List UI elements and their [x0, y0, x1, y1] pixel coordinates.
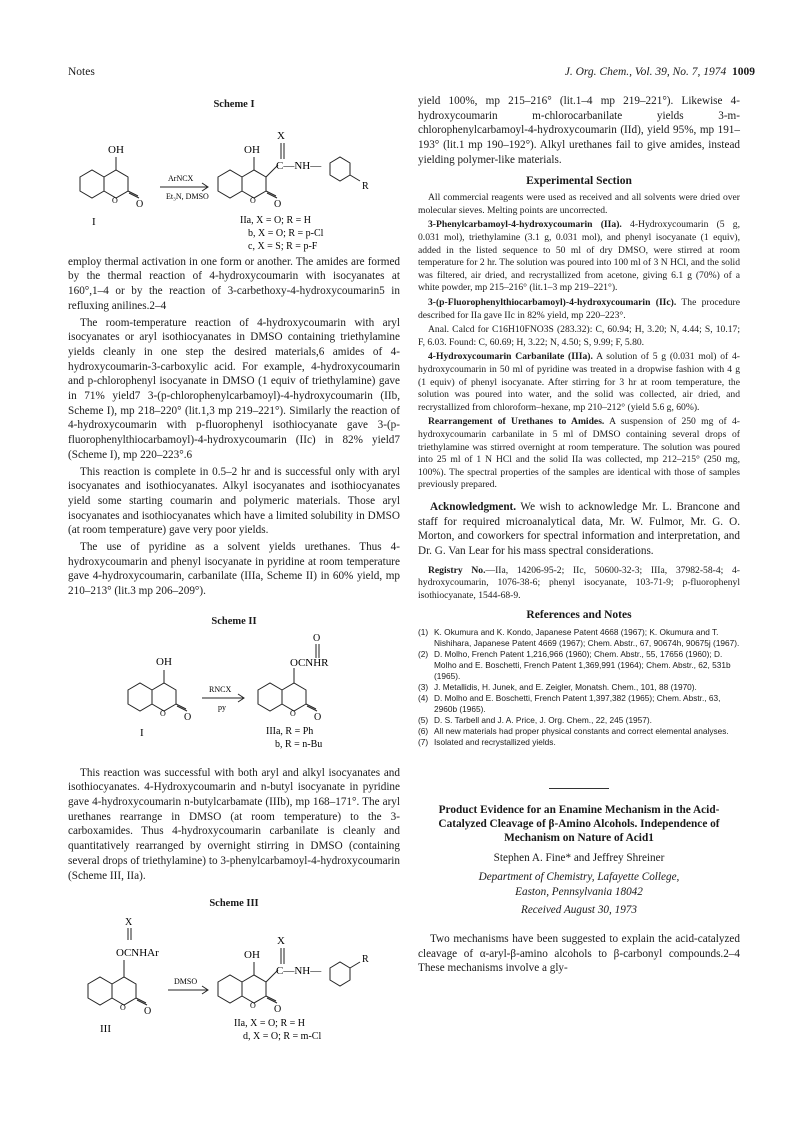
page-number: 1009	[732, 66, 755, 78]
journal-citation: J. Org. Chem., Vol. 39, No. 7, 1974	[564, 66, 727, 78]
scheme-3-oh: OH	[244, 948, 260, 961]
reference-item: (1) K. Okumura and K. Kondo, Japanese Patent 4668 (1967); K. Okumura and T. Nishihara, Japanese Patent 4669 (1967); Chem. Abstr., 67, 90674h, 90675j (1967).	[418, 627, 740, 649]
right-column	[418, 94, 740, 978]
experimental-general: All commercial reagents were used as received and all solvents were dried over molecular sieves. Melting points are uncorrected.	[418, 192, 740, 216]
experimental-section	[418, 192, 740, 492]
scheme-3-ring-o-left: O	[120, 1002, 126, 1012]
article-divider	[549, 788, 609, 789]
article-address: Easton, Pennsylvania 18042	[515, 885, 643, 898]
scheme-3-o-right: O	[274, 1003, 282, 1015]
scheme-3-label-d: d, X = O; R = m-Cl	[243, 1030, 322, 1042]
scheme-3-label-a: IIa, X = O; R = H	[234, 1017, 305, 1029]
registry-body: —IIa, 14206-95-2; IIc, 50600-32-3; IIIa, 37982-58-4; 4-hydroxycoumarin, 1076-38-6; phenyl isocyanate, 103-71-9; p-fluorophenyl isothiocyanate, 1544-68-9.	[418, 564, 740, 601]
scheme-2-title: Scheme II	[211, 615, 257, 627]
experimental-section-title: Experimental Section	[526, 174, 632, 187]
scheme-3-r: R	[362, 953, 369, 965]
scheme-1-r: R	[362, 180, 369, 192]
experimental-rearrangement-body: A suspension of 250 mg of 4-hydroxycoumarin carbanilate in 5 ml of DMSO containing several drops of triethylamine was stirred overnight at room temperature. The solution was poured into 25 ml of 1 N HCl and the solid IIa was collected, mp 212–215° (250 mg, 100%). The spectral properties of the samples are identical with those of samples previously prepared.	[418, 416, 740, 491]
scheme-3-x-left: X	[125, 916, 133, 928]
reference-item: (6) All new materials had proper physical constants and correct elemental analyses.	[418, 726, 729, 737]
scheme-1-diagram	[68, 115, 400, 255]
scheme-3-diagram	[68, 914, 400, 1044]
scheme-3-o-left: O	[144, 1005, 152, 1017]
scheme-2-reagent-top: RNCX	[209, 684, 232, 694]
scheme-1-reagent-top: ArNCX	[168, 173, 194, 183]
registry-numbers	[418, 565, 740, 603]
scheme-1-label-c: c, X = S; R = p-F	[248, 240, 318, 252]
scheme-2-ring-o-left: O	[160, 708, 166, 718]
scheme-1-oh-right: OH	[244, 143, 260, 156]
right-paragraph-0: yield 100%, mp 215–216° (lit.1–4 mp 219–221°). Likewise 4-hydroxycoumarin m-chlorocarbanilate yields 3-m-chlorophenylcarbamoyl-4-hydroxycoumarin (IId), yield 95%, mp 191–193° (lit.1 mp 190–192°). Alkyl urethanes fail to give amides, instead yielding polymer-like materials.	[418, 95, 740, 166]
experimental-iiia-body: A solution of 5 g (0.031 mol) of 4-hydroxycoumarin in 50 ml of pyridine was treated in a dropwise fashion with 4 g (1 equiv) of phenyl isocyanate. After stirring for 3 hr at room temperature, the solution was poured into water, and the solid was collected, air dried, and recrystallized from chloroform–hexane, mp 210–212° (yield 5.6 g, 60%).	[418, 351, 740, 413]
scheme-1-label-b: b, X = O; R = p-Cl	[248, 227, 324, 239]
left-paragraph-2: The room-temperature reaction of 4-hydroxycoumarin with aryl isocyanates or aryl isothiocyanates in DMSO containing triethylamine yields cleanly in one step the desired materials,6 amides of 4-hydroxycoumarin-3-carboxylic acid. For example, 4-hydroxycoumarin and p-chlorophenyl isocyanate in DMSO (1 equiv of triethylamine) gave in 71% yield7 3-(p-chlorophenylcarbamoyl)-4-hydroxycoumarin (IIb, Scheme I), mp 218–220° (lit.1,3 mp 219–221°). Similarly the reaction of 4-hydroxycoumarin with p-fluorophenyl isothiocyanate gave 3-(p-fluorophenylthiocarbamoyl)-4-hydroxycoumarin (IIc) in 82% yield7 (Scheme I), mp 220–223°.6	[68, 316, 400, 461]
experimental-analysis: Anal. Calcd for C16H10FNO3S (283.32): C, 60.94; H, 3.20; N, 4.44; S, 10.17; F, 6.03. Found: C, 60.69; H, 3.22; N, 4.50; S, 9.99; F, 5.80.	[418, 324, 740, 348]
experimental-rearrangement	[418, 416, 740, 492]
acknowledgment-head: Acknowledgment.	[430, 500, 517, 513]
scheme-3-c-nh: C—NH—	[276, 964, 322, 977]
scheme-1-x: X	[277, 129, 285, 142]
scheme-1-label-a: IIa, X = O; R = H	[240, 214, 311, 226]
scheme-3-title: Scheme III	[209, 898, 259, 910]
scheme-2-oh: OH	[156, 655, 172, 668]
acknowledgment	[418, 500, 740, 559]
article-department: Department of Chemistry, Lafayette College,	[478, 870, 680, 883]
left-paragraph-1: employ thermal activation in one form or another. The amides are formed by the thermal reaction of 4-hydroxycoumarin with isocyanates at 160°,1–4 or by the reaction of 3-carbethoxy-4-hydroxycoumarin5 in refluxing anilines.2–4	[68, 255, 400, 312]
scheme-2-o-left: O	[184, 711, 192, 723]
running-header-section: Notes	[68, 66, 95, 78]
scheme-2-diagram	[68, 632, 400, 752]
reference-item: (3) J. Metallidis, H. Junek, and E. Zeigler, Monatsh. Chem., 101, 88 (1970).	[418, 682, 697, 693]
scheme-1-ring-o-left: O	[112, 195, 118, 205]
reference-item: (5) D. S. Tarbell and J. A. Price, J. Org. Chem., 22, 245 (1957).	[418, 715, 652, 726]
experimental-iia-body: 4-Hydroxycoumarin (5 g, 0.031 mol), triethylamine (3.1 g, 0.031 mol), and phenyl isocyanate (1 equiv), added in the listed sequence to 50 ml of dry DMSO, were stirred at room temperature for 2 hr. The solution was poured into 100 ml of 3 N HCl, and the solid was filtered, air dried, and recrystallized from acetone, giving 6.1 g (70%) of a white powder, mp 215–216° (lit.1–3 mp 219–221°).	[418, 219, 740, 294]
scheme-1-pyrone-ring-left	[104, 170, 128, 198]
left-paragraph-3: This reaction is complete in 0.5–2 hr and is successful only with aryl isocyanates and isothiocyanates. Alkyl isocyanates and isothiocyanates yield some starting coumarin and polymeric materials. Those aryl isocyanates and isothiocyanates which have a limited solubility in DMSO (at room temperature) gave very poor yields.	[68, 465, 400, 537]
scheme-2-ring-o-right: O	[290, 708, 296, 718]
scheme-1-ring-o-right: O	[250, 195, 256, 205]
scheme-2-label-b: b, R = n-Bu	[275, 738, 323, 750]
scheme-1-benzene-ring-left	[80, 170, 104, 198]
article-intro: Two mechanisms have been suggested to explain the acid-catalyzed cleavage of α-aryl-β-amino alcohols to β-carbonyl compounds.2–4 These mechanisms involve a gly-	[418, 932, 740, 975]
scheme-3-ring-o-right: O	[250, 1000, 256, 1010]
scheme-2-o-top: O	[313, 632, 321, 644]
experimental-iiia	[418, 351, 740, 414]
left-paragraph-5: This reaction was successful with both aryl and alkyl isocyanates and isothiocyanates. 4-Hydroxycoumarin and n-butyl isocyanate in pyridine gave 4-hydroxycoumarin n-butylcarbamate (IIIb), mp 168–171°. The aryl urethanes rearrange in DMSO (at room temperature) to the 3-carboxamides. Thus 4-hydroxycoumarin carbanilate is cleanly and quantitatively rearranged by overnight stirring in DMSO (containing several drops of triethylamine) to 3-phenylcarbamoyl-4-hydroxycoumarin (Scheme III, IIa).	[68, 766, 400, 882]
scheme-2-reagent-bottom: py	[218, 702, 226, 712]
registry-head: Registry No.	[428, 564, 486, 576]
scheme-3-x-right: X	[277, 934, 285, 947]
experimental-rearrangement-head: Rearrangement of Urethanes to Amides.	[428, 416, 605, 428]
scheme-3-reagent: DMSO	[174, 976, 198, 986]
reference-item: (7) Isolated and recrystallized yields.	[418, 737, 556, 748]
references-list	[418, 627, 740, 748]
article-authors: Stephen A. Fine* and Jeffrey Shreiner	[493, 852, 665, 865]
experimental-iia	[418, 219, 740, 295]
scheme-1-label-i: I	[92, 215, 96, 228]
left-column	[68, 94, 400, 1044]
scheme-3-label-iii: III	[100, 1022, 111, 1035]
article-title: Product Evidence for an Enamine Mechanism in the Acid-Catalyzed Cleavage of β-Amino Alcohols. Independence of Mechanism on Nature of Acid1	[438, 804, 720, 845]
scheme-1-o-left: O	[136, 198, 144, 210]
acknowledgment-body: We wish to acknowledge Mr. L. Brancone and staff for required microanalytical data, Mr. W. Fulmor, Mr. G. O. Morton, and coworkers for spectral information and interpretation, and Dr. G. Van Lear for his mass spectral considerations.	[418, 500, 740, 557]
article-received: Received August 30, 1973	[521, 904, 637, 917]
references-title: References and Notes	[526, 609, 632, 622]
experimental-iic-body: The procedure described for IIa gave IIc in 82% yield, mp 220–223°.	[418, 296, 740, 321]
experimental-iic-head: 3-(p-Fluorophenylthiocarbamoyl)-4-hydroxycoumarin (IIc).	[428, 296, 677, 308]
experimental-iic	[418, 297, 740, 322]
scheme-1-o-right: O	[274, 198, 282, 210]
scheme-1-title: Scheme I	[213, 99, 255, 110]
scheme-2-label-i: I	[140, 726, 144, 739]
experimental-iia-head: 3-Phenylcarbamoyl-4-hydroxycoumarin (IIa).	[428, 219, 622, 231]
scheme-1-phenyl-ring	[330, 157, 350, 181]
reference-item: (2) D. Molho, French Patent 1,216,966 (1960); Chem. Abstr., 55, 17656 (1960); D. Molho and E. Boschetti, French Patent 1,369,991 (1964); Chem. Abstr., 62, 531b (1965).	[418, 649, 731, 682]
scheme-1-oh-left: OH	[108, 143, 124, 156]
running-header-journal	[565, 66, 755, 78]
scheme-3-ocnhar: OCNHAr	[116, 946, 159, 959]
scheme-1-reagent-bottom: Et₃N, DMSO	[166, 191, 209, 201]
experimental-iiia-head: 4-Hydroxycoumarin Carbanilate (IIIa).	[428, 351, 593, 363]
scheme-2-ocnhr: OCNHR	[290, 656, 329, 669]
scheme-1-c-nh: C—NH—	[276, 159, 322, 172]
scheme-2-label-a: IIIa, R = Ph	[266, 725, 314, 737]
scheme-2-o-right: O	[314, 711, 322, 723]
left-paragraph-4: The use of pyridine as a solvent yields urethanes. Thus 4-hydroxycoumarin and phenyl isocyanate in pyridine at room temperature gave 4-hydroxycoumarin, carbanilate (IIIa, Scheme II) in 60% yield, mp 210–213° (lit.3 mp 206–209°).	[68, 541, 400, 598]
reference-item: (4) D. Molho and E. Boschetti, French Patent 1,397,382 (1965); Chem. Abstr., 63, 2960b (1965).	[418, 693, 721, 715]
